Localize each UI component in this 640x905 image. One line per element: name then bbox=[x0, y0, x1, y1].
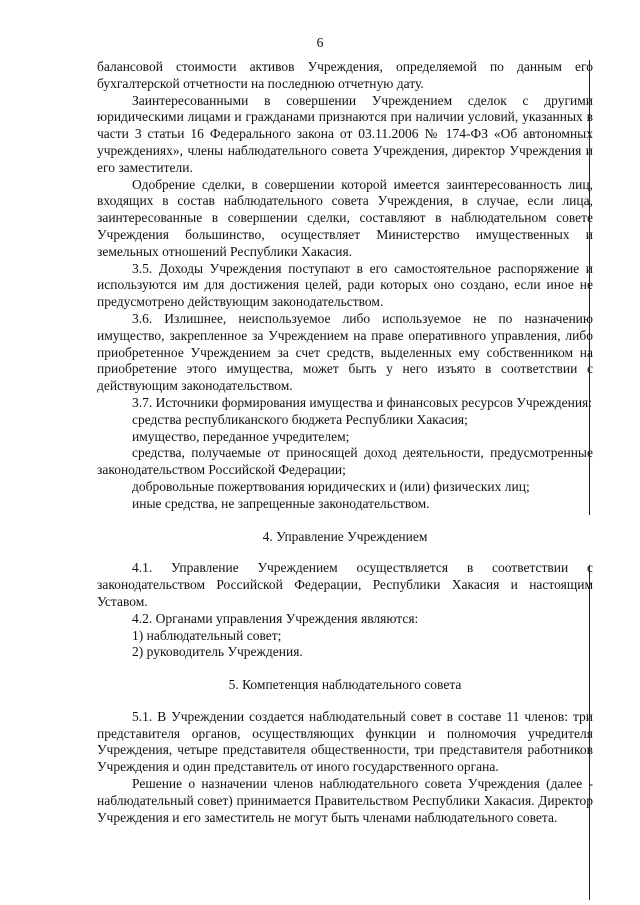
list-item: иные средства, не запрещенные законодательством. bbox=[132, 495, 430, 511]
paragraph-3-7: 3.7. Источники формирования имущества и финансовых ресурсов Учреждения: bbox=[132, 394, 593, 410]
paragraph-4-2: 4.2. Органами управления Учреждения являются: bbox=[132, 610, 419, 626]
sources-list bbox=[97, 412, 593, 513]
paragraph-5-1: 5.1. В Учреждении создается наблюдательный совет в составе 11 членов: три представителя органов, осуществляющих функции и полномочия учредителя Учреждения, четыре представителя общественности, три представителя работников Учреждения и один представитель от иного государственного органа. bbox=[97, 708, 593, 775]
paragraph-deal-approval: Одобрение сделки, в совершении которой имеется заинтересованность лиц, входящих в состав наблюдательного совета Учреждения, в случае, если лица, заинтересованные в совершении сделки, составляют в наблюдательном совете Учреждения большинство, осуществляет Министерство имущественных и земельных отношений Республики Хакасия. bbox=[97, 176, 593, 259]
paragraph-3-5: 3.5. Доходы Учреждения поступают в его самостоятельное распоряжение и используются им для достижения целей, ради которых оно создано, если иное не предусмотрено действующим законодательством. bbox=[97, 260, 593, 310]
list-item: 2) руководитель Учреждения. bbox=[132, 644, 303, 660]
section-5-heading: 5. Компетенция наблюдательного совета bbox=[228, 677, 462, 693]
paragraph-balance-value: балансовой стоимости активов Учреждения, определяемой по данным его бухгалтерской отчетности на последнюю отчетную дату. bbox=[97, 59, 593, 91]
paragraph-board-appointment: Решение о назначении членов наблюдательного совета Учреждения (далее - наблюдательный совет) принимается Правительством Республики Хакасия. Директор Учреждения и его заместитель не могут быть членами наблюдательного совета. bbox=[97, 776, 593, 825]
list-item: средства, получаемые от приносящей доход деятельности, предусмотренные законодательством Российской Федерации; bbox=[97, 445, 593, 478]
list-item: добровольные пожертвования юридических и (или) физических лиц; bbox=[132, 478, 530, 494]
list-item: 1) наблюдательный совет; bbox=[132, 627, 282, 643]
list-item: средства республиканского бюджета Республики Хакасия; bbox=[132, 411, 468, 427]
section-4-heading: 4. Управление Учреждением bbox=[262, 528, 428, 544]
list-item: имущество, переданное учредителем; bbox=[132, 428, 350, 444]
paragraph-4-1: 4.1. Управление Учреждением осуществляется в соответствии с законодательством Российской Федерации, Республики Хакасия и настоящим Уставом. bbox=[97, 560, 593, 609]
page-number: 6 bbox=[316, 35, 324, 50]
document-body bbox=[97, 59, 593, 826]
paragraph-interested-parties: Заинтересованными в совершении Учреждением сделок с другими юридическими лицами и гражданами признаются при наличии условий, указанных в части 3 статьи 16 Федерального закона от 03.11.2006 № 174-ФЗ «Об автономных учреждениях», члены наблюдательного совета Учреждения, директор Учреждения и его заместители. bbox=[97, 92, 593, 175]
paragraph-3-6: 3.6. Излишнее, неиспользуемое либо используемое не по назначению имущество, закрепленное за Учреждением на праве оперативного управления, либо приобретенное Учреждением за счет средств, выделенных ему собственником на приобретение этого имущества, может быть у него изъято в соответствии с действующим законодательством. bbox=[97, 310, 593, 394]
